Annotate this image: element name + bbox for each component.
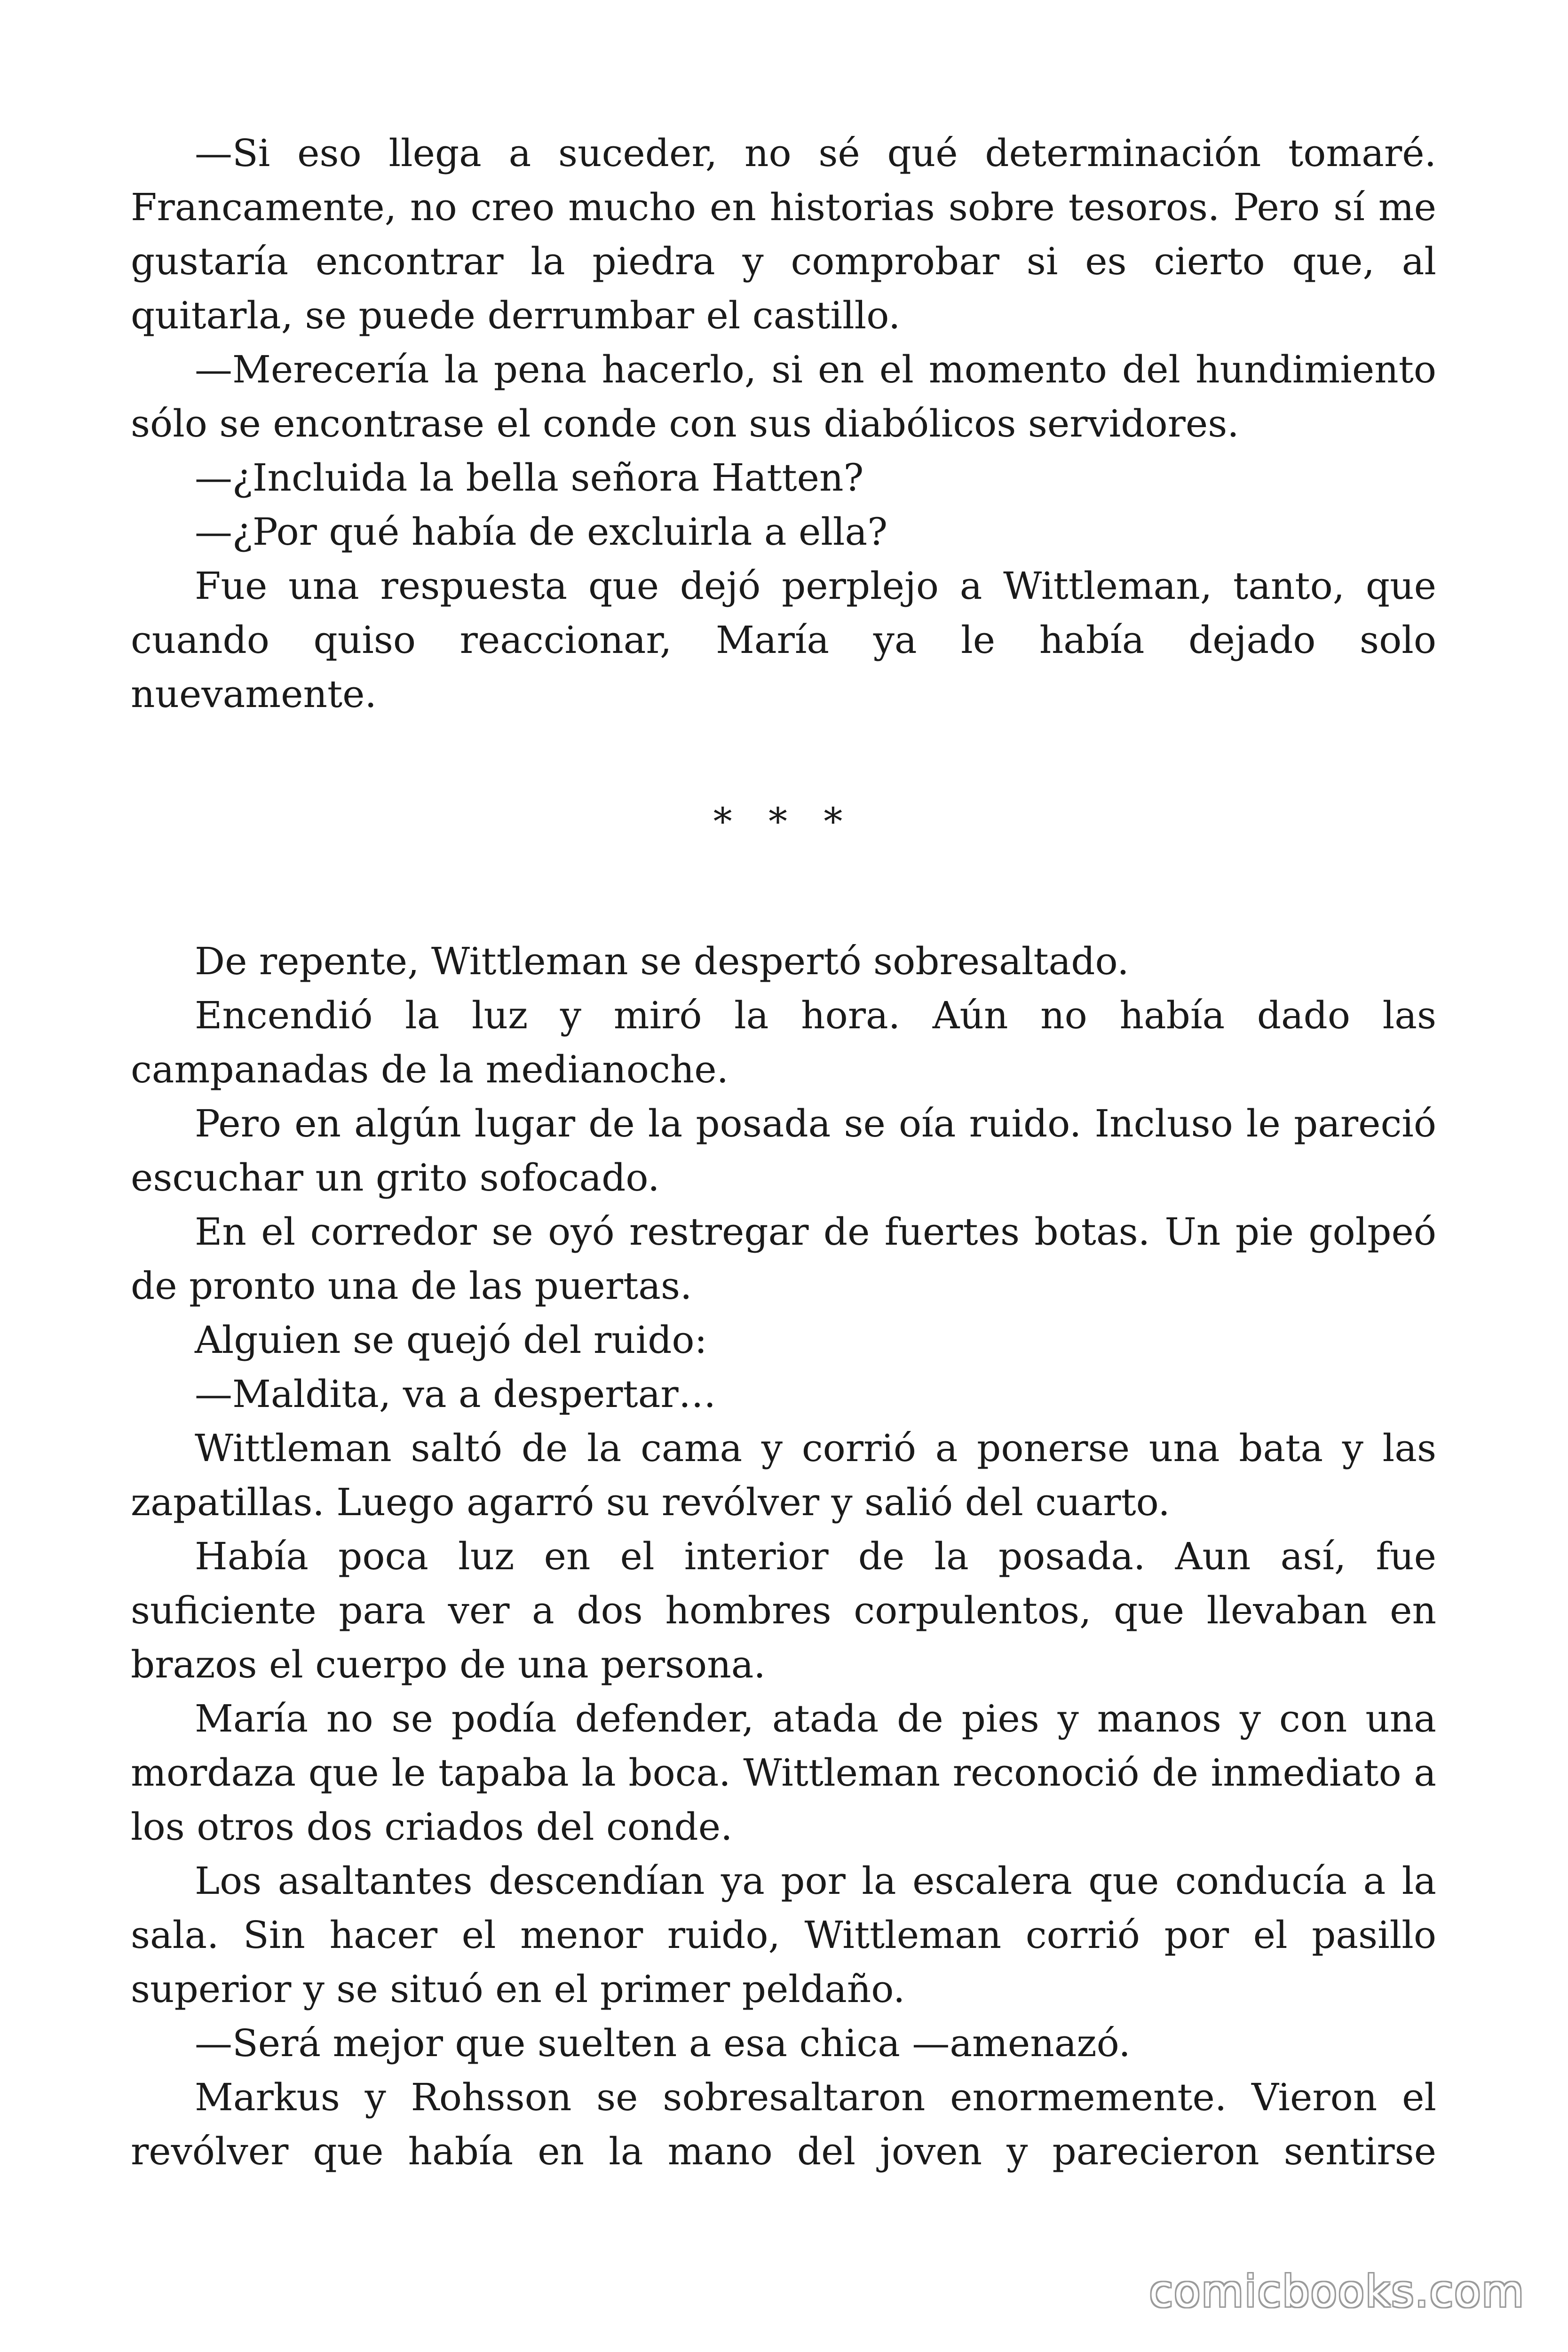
paragraph: Encendió la luz y miró la hora. Aún no había dado las campanadas de la medianoche. <box>131 993 1436 1091</box>
paragraph: Wittleman saltó de la cama y corrió a ponerse una bata y las zapatillas. Luego agarró su revólver y salió del cuarto. <box>131 1426 1436 1524</box>
paragraph: Había poca luz en el interior de la posada. Aun así, fue suficiente para ver a dos hombres corpulentos, que llevaban en brazos el cuerpo de una persona. <box>131 1534 1436 1686</box>
paragraph: De repente, Wittleman se despertó sobresaltado. <box>195 939 1129 983</box>
paragraph: —Será mejor que suelten a esa chica —amenazó. <box>195 2021 1131 2065</box>
top-text-block <box>131 126 1436 721</box>
paragraph: Markus y Rohsson se sobresaltaron enormemente. Vieron el revólver que había en la mano del joven y parecieron sentirse <box>131 2075 1436 2173</box>
bottom-text-block <box>131 934 1436 2178</box>
paragraph: María no se podía defender, atada de pies y manos y con una mordaza que le tapaba la boca. Wittleman reconoció de inmediato a los otros dos criados del conde. <box>131 1697 1436 1849</box>
section-separator: * * * <box>713 800 855 843</box>
paragraph: —¿Por qué había de excluirla a ella? <box>195 510 888 554</box>
paragraph: Los asaltantes descendían ya por la escalera que conducía a la sala. Sin hacer el menor ruido, Wittleman corrió por el pasillo superior y se situó en el primer peldaño. <box>131 1859 1436 2011</box>
paragraph: Alguien se quejó del ruido: <box>195 1318 707 1362</box>
paragraph: En el corredor se oyó restregar de fuertes botas. Un pie golpeó de pronto una de las puertas. <box>131 1210 1436 1308</box>
paragraph: —Merecería la pena hacerlo, si en el momento del hundimiento sólo se encontrase el conde con sus diabólicos servidores. <box>131 348 1436 445</box>
paragraph: Fue una respuesta que dejó perplejo a Wittleman, tanto, que cuando quiso reaccionar, María ya le había dejado solo nuevamente. <box>131 564 1436 716</box>
paragraph: —¿Incluida la bella señora Hatten? <box>195 456 864 500</box>
watermark: comicbooks.com <box>1149 2266 1525 2317</box>
paragraph: —Si eso llega a suceder, no sé qué determinación tomaré. Francamente, no creo mucho en historias sobre tesoros. Pero sí me gustaría encontrar la piedra y comprobar si es cierto que, al quitarla, se puede derrumbar el castillo. <box>131 131 1436 337</box>
paragraph: Pero en algún lugar de la posada se oía ruido. Incluso le pareció escuchar un grito sofocado. <box>131 1102 1436 1200</box>
paragraph: —Maldita, va a despertar… <box>195 1372 716 1416</box>
